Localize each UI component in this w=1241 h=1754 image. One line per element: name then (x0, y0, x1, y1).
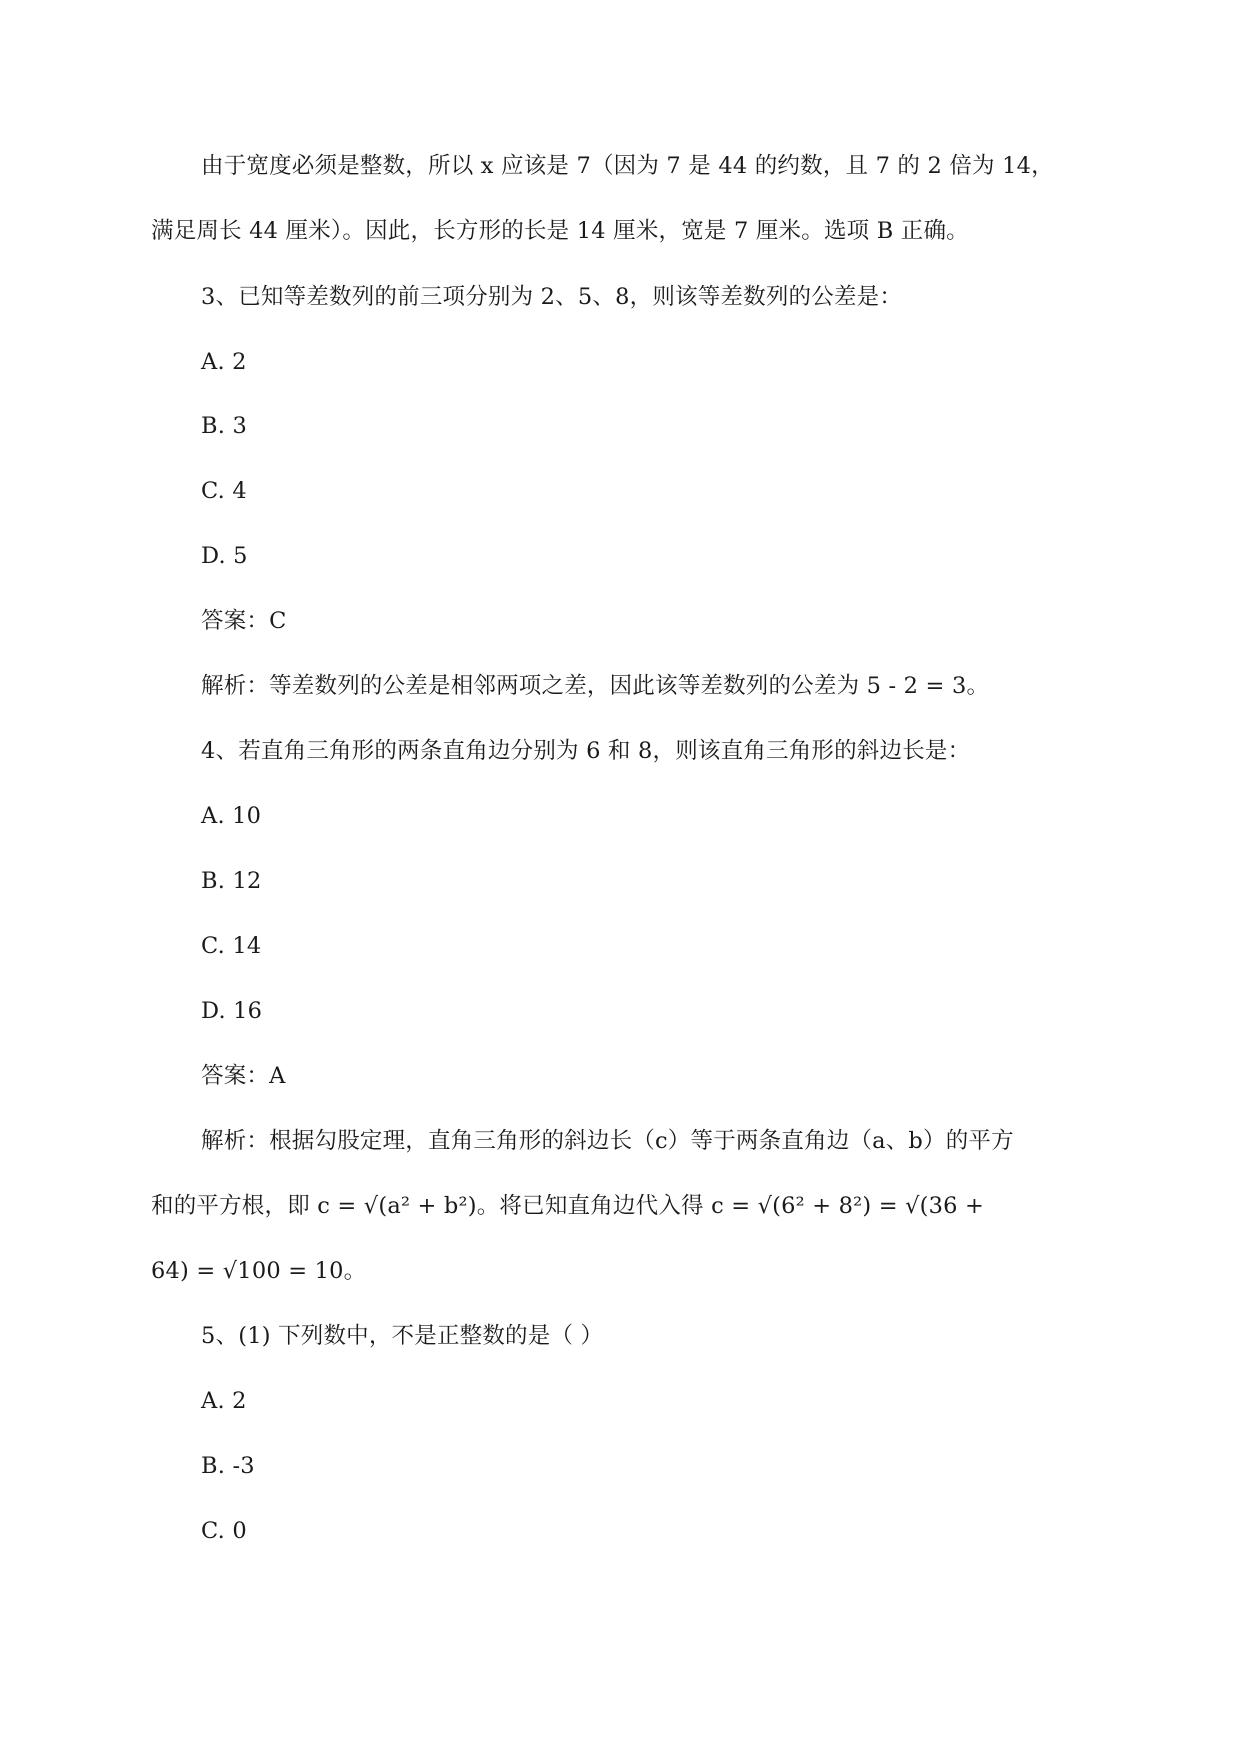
question-4-option-d: D. 16 (201, 998, 263, 1024)
question-4-option-c: C. 14 (201, 933, 262, 959)
question-4-stem: 4、若直角三角形的两条直角边分别为 6 和 8，则该直角三角形的斜边长是： (201, 738, 971, 764)
question-3-option-d: D. 5 (201, 543, 248, 569)
question-4-explanation-line-3: 64) = √100 = 10。 (151, 1258, 367, 1284)
question-3-option-c: C. 4 (201, 478, 247, 504)
explanation-paragraph-line-1: 由于宽度必须是整数，所以 x 应该是 7（因为 7 是 44 的约数，且 7 的 2 倍为 14， (201, 153, 1054, 179)
question-5-option-c: C. 0 (201, 1518, 247, 1544)
question-3-option-a: A. 2 (201, 349, 247, 375)
question-4-explanation-line-2: 和的平方根，即 c = √(a² + b²)。将已知直角边代入得 c = √(6² + 8²) = √(36 + (151, 1193, 985, 1219)
question-4-option-a: A. 10 (201, 803, 262, 829)
question-5-option-a: A. 2 (201, 1388, 247, 1414)
explanation-paragraph-line-2: 满足周长 44 厘米）。因此，长方形的长是 14 厘米，宽是 7 厘米。选项 B 正确。 (151, 218, 969, 244)
question-4-explanation-line-1: 解析：根据勾股定理，直角三角形的斜边长（c）等于两条直角边（a、b）的平方 (201, 1128, 1014, 1154)
question-3-explanation: 解析：等差数列的公差是相邻两项之差，因此该等差数列的公差为 5 - 2 = 3。 (201, 673, 990, 699)
question-3-answer: 答案：C (201, 608, 287, 634)
question-4-option-b: B. 12 (201, 868, 262, 894)
question-3-stem: 3、已知等差数列的前三项分别为 2、5、8，则该等差数列的公差是： (201, 284, 903, 310)
question-5-stem: 5、(1) 下列数中，不是正整数的是（ ） (201, 1323, 604, 1349)
question-4-answer: 答案：A (201, 1063, 286, 1089)
question-3-option-b: B. 3 (201, 413, 247, 439)
question-5-option-b: B. -3 (201, 1453, 255, 1479)
